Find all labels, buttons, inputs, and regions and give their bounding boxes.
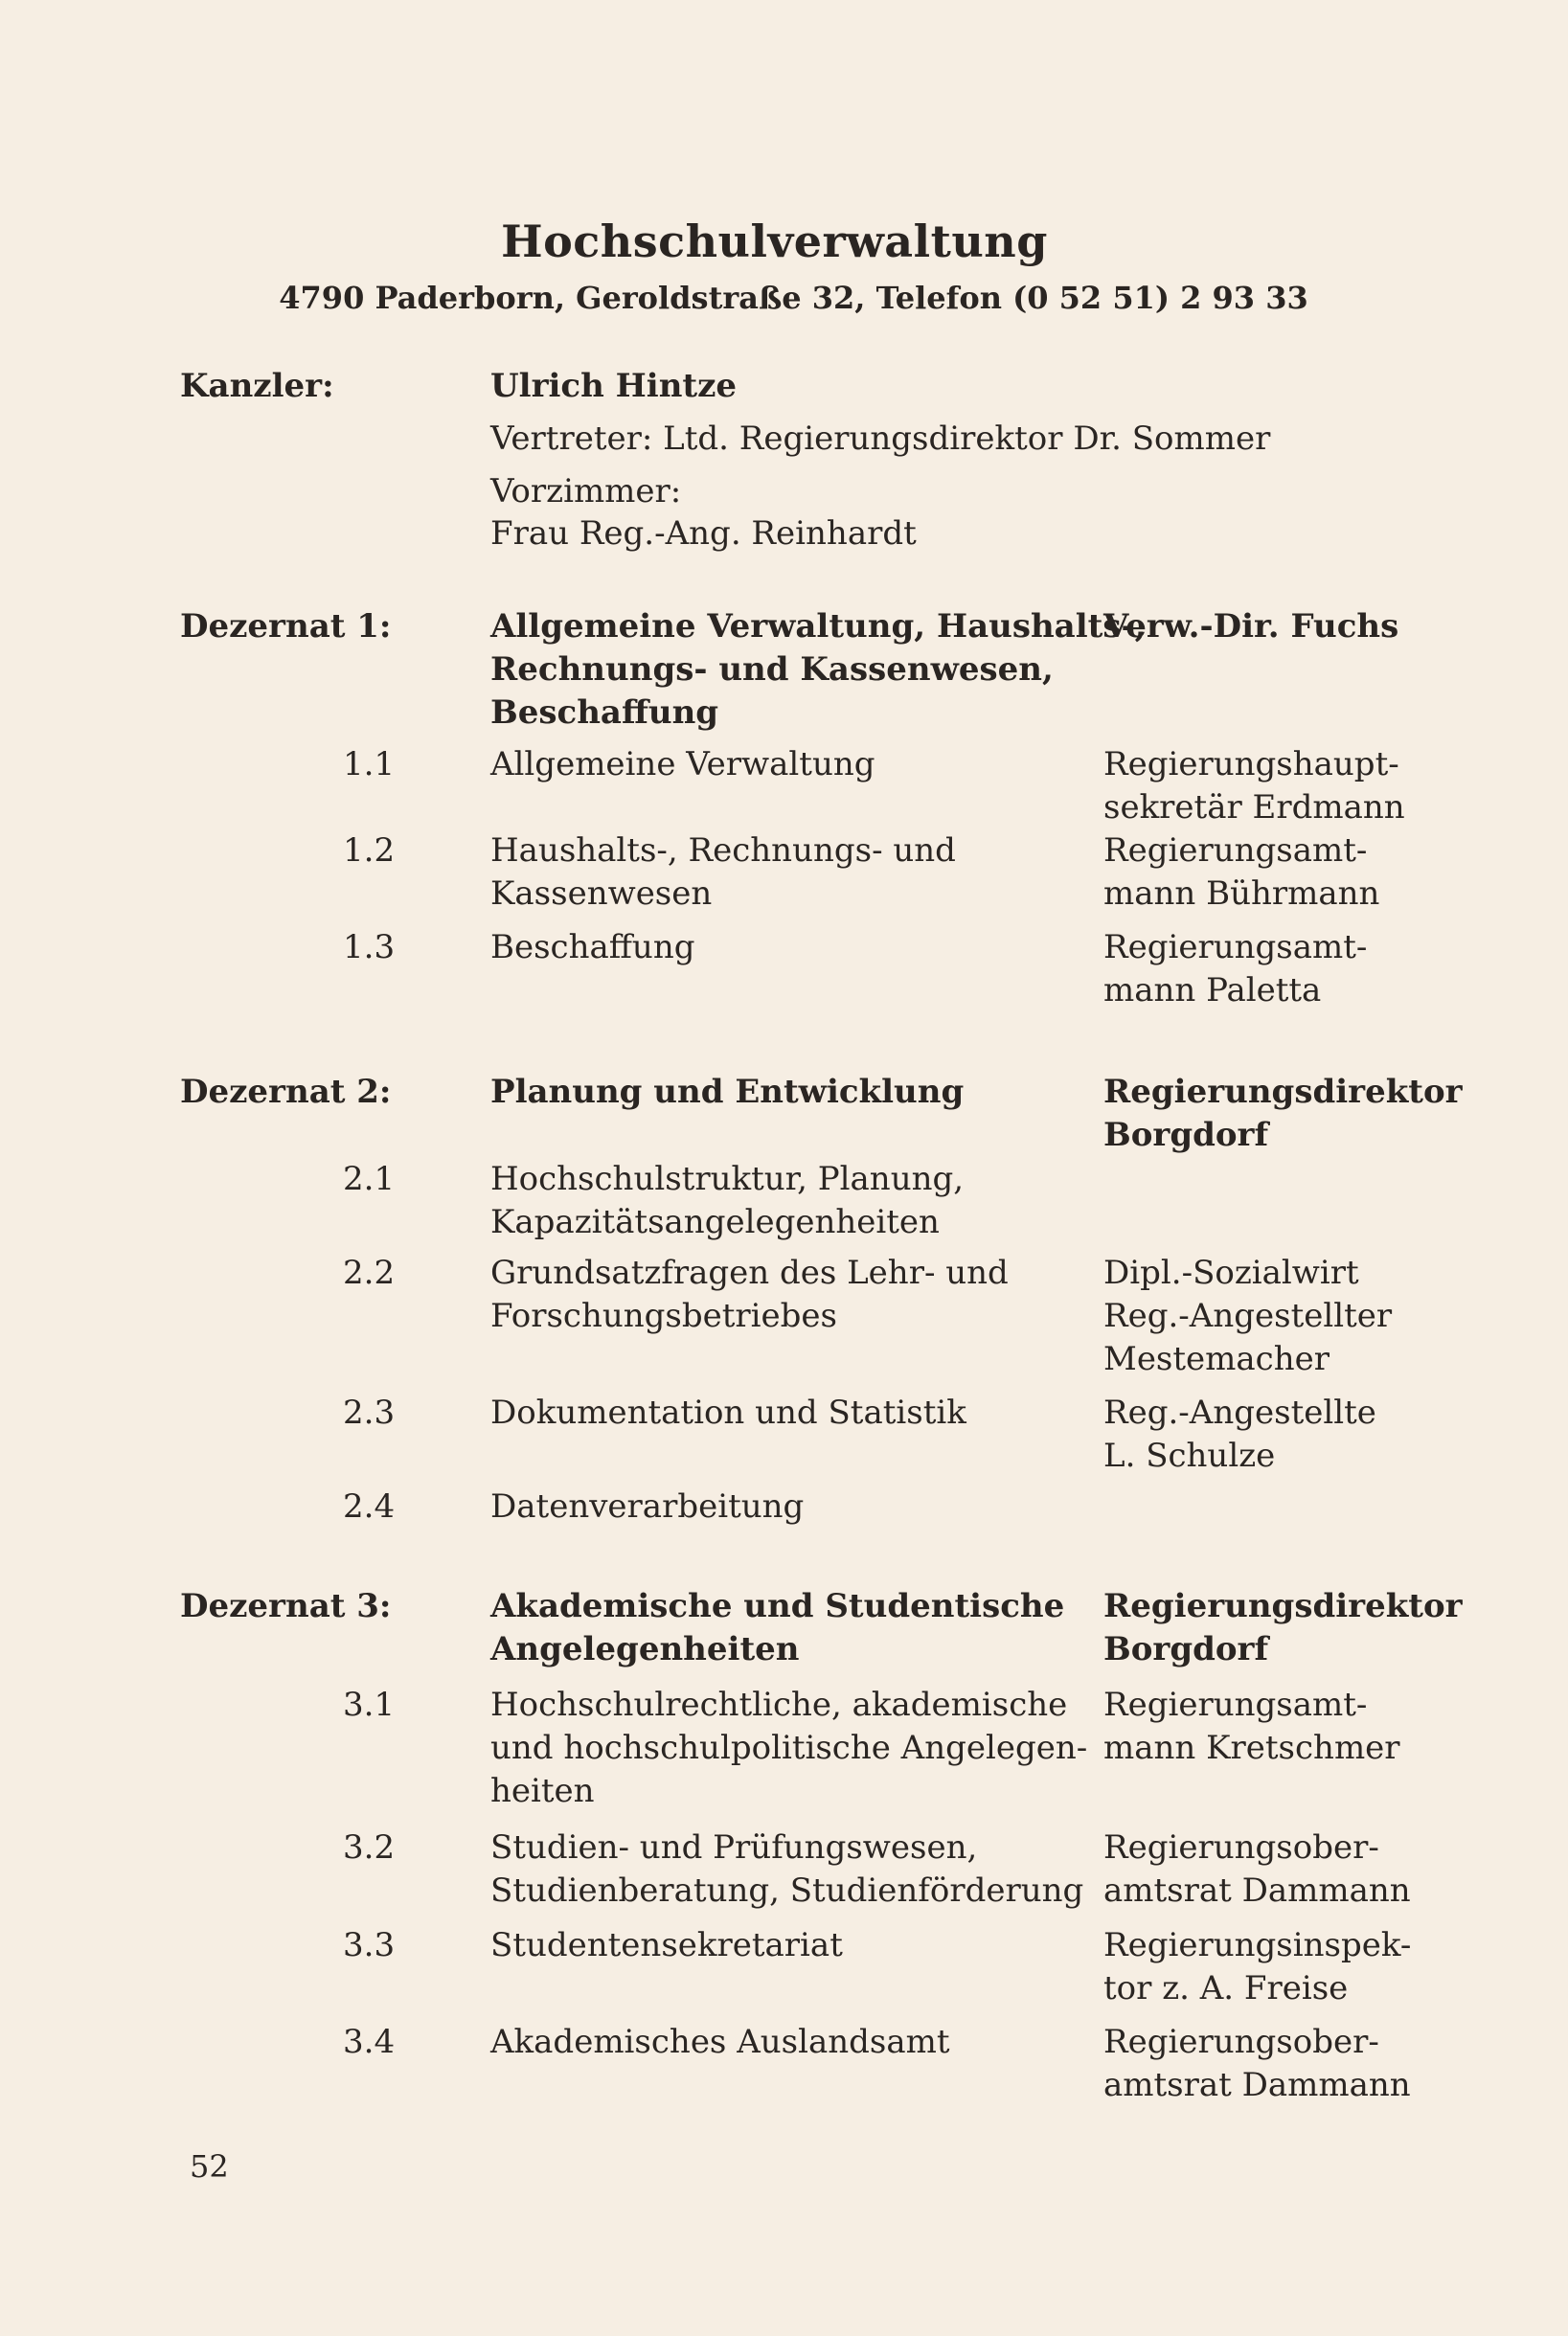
item-number: 2.2 bbox=[343, 1254, 396, 1292]
dezernat-3-head: Borgdorf bbox=[1103, 1630, 1269, 1668]
item-description: Kassenwesen bbox=[490, 874, 713, 913]
item-description: Studentensekretariat bbox=[490, 1926, 843, 1964]
item-number: 3.1 bbox=[343, 1686, 396, 1724]
dezernat-1-label: Dezernat 1: bbox=[180, 607, 392, 646]
item-person: Reg.-Angestellter bbox=[1103, 1297, 1393, 1335]
dezernat-1-title-line: Rechnungs- und Kassenwesen, bbox=[490, 650, 1054, 689]
kanzler-office-label: Vorzimmer: bbox=[490, 472, 682, 510]
item-number: 3.3 bbox=[343, 1926, 396, 1964]
item-description: Allgemeine Verwaltung bbox=[490, 745, 875, 783]
item-number: 2.3 bbox=[343, 1394, 396, 1432]
dezernat-3-label: Dezernat 3: bbox=[180, 1587, 392, 1625]
dezernat-2-title: Planung und Entwicklung bbox=[490, 1073, 965, 1111]
item-person: amtsrat Dammann bbox=[1103, 2066, 1411, 2104]
dezernat-1-title-line: Allgemeine Verwaltung, Haushalts-, bbox=[490, 607, 1147, 646]
item-number: 3.2 bbox=[343, 1828, 396, 1867]
item-number: 1.3 bbox=[343, 928, 396, 966]
item-person: mann Bührmann bbox=[1103, 874, 1380, 913]
item-number: 2.4 bbox=[343, 1487, 396, 1526]
kanzler-name: Ulrich Hintze bbox=[490, 367, 738, 405]
page-title: Hochschulverwaltung bbox=[501, 215, 1048, 267]
item-person: Dipl.-Sozialwirt bbox=[1103, 1254, 1359, 1292]
item-description: Haushalts-, Rechnungs- und bbox=[490, 831, 956, 870]
dezernat-2-head: Borgdorf bbox=[1103, 1116, 1269, 1154]
item-person: Reg.-Angestellte bbox=[1103, 1394, 1376, 1432]
item-number: 2.1 bbox=[343, 1160, 396, 1198]
item-person: Regierungsober- bbox=[1103, 1828, 1379, 1867]
item-description: Kapazitätsangelegenheiten bbox=[490, 1203, 940, 1241]
item-description: Datenverarbeitung bbox=[490, 1487, 805, 1526]
item-person: amtsrat Dammann bbox=[1103, 1871, 1411, 1910]
item-description: Beschaffung bbox=[490, 928, 695, 966]
item-number: 1.2 bbox=[343, 831, 396, 870]
dezernat-3-head: Regierungsdirektor bbox=[1103, 1587, 1463, 1625]
dezernat-1-title-line: Beschaffung bbox=[490, 693, 719, 732]
item-person: mann Kretschmer bbox=[1103, 1729, 1400, 1767]
item-number: 1.1 bbox=[343, 745, 396, 783]
address-line: 4790 Paderborn, Geroldstraße 32, Telefon (0 52 51) 2 93 33 bbox=[279, 280, 1308, 316]
kanzler-office-name: Frau Reg.-Ang. Reinhardt bbox=[490, 514, 917, 553]
item-person: mann Paletta bbox=[1103, 971, 1322, 1009]
item-person: Regierungsamt- bbox=[1103, 831, 1368, 870]
item-person: Regierungshaupt- bbox=[1103, 745, 1399, 783]
item-person: L. Schulze bbox=[1103, 1437, 1276, 1475]
dezernat-1-head: Verw.-Dir. Fuchs bbox=[1103, 607, 1399, 646]
dezernat-3-title-line: Akademische und Studentische bbox=[490, 1587, 1065, 1625]
dezernat-2-head: Regierungsdirektor bbox=[1103, 1073, 1463, 1111]
item-person: tor z. A. Freise bbox=[1103, 1969, 1349, 2007]
item-person: Regierungsamt- bbox=[1103, 928, 1368, 966]
item-person: Mestemacher bbox=[1103, 1340, 1329, 1378]
item-description: Akademisches Auslandsamt bbox=[490, 2023, 950, 2061]
item-description: Hochschulstruktur, Planung, bbox=[490, 1160, 965, 1198]
item-person: Regierungsinspek- bbox=[1103, 1926, 1412, 1964]
item-person: Regierungsober- bbox=[1103, 2023, 1379, 2061]
item-description: Studienberatung, Studienförderung bbox=[490, 1871, 1084, 1910]
item-description: und hochschulpolitische Angelegen- bbox=[490, 1729, 1088, 1767]
item-description: Dokumentation und Statistik bbox=[490, 1394, 966, 1432]
item-person: Regierungsamt- bbox=[1103, 1686, 1368, 1724]
item-person: sekretär Erdmann bbox=[1103, 788, 1405, 827]
item-description: Studien- und Prüfungswesen, bbox=[490, 1828, 978, 1867]
dezernat-3-title-line: Angelegenheiten bbox=[490, 1630, 800, 1668]
item-description: heiten bbox=[490, 1772, 595, 1810]
item-description: Grundsatzfragen des Lehr- und bbox=[490, 1254, 1009, 1292]
item-description: Hochschulrechtliche, akademische bbox=[490, 1686, 1068, 1724]
item-description: Forschungsbetriebes bbox=[490, 1297, 837, 1335]
page-number: 52 bbox=[190, 2148, 229, 2185]
item-number: 3.4 bbox=[343, 2023, 396, 2061]
kanzler-label: Kanzler: bbox=[180, 367, 334, 405]
kanzler-deputy: Vertreter: Ltd. Regierungsdirektor Dr. Sommer bbox=[490, 420, 1271, 458]
dezernat-2-label: Dezernat 2: bbox=[180, 1073, 392, 1111]
